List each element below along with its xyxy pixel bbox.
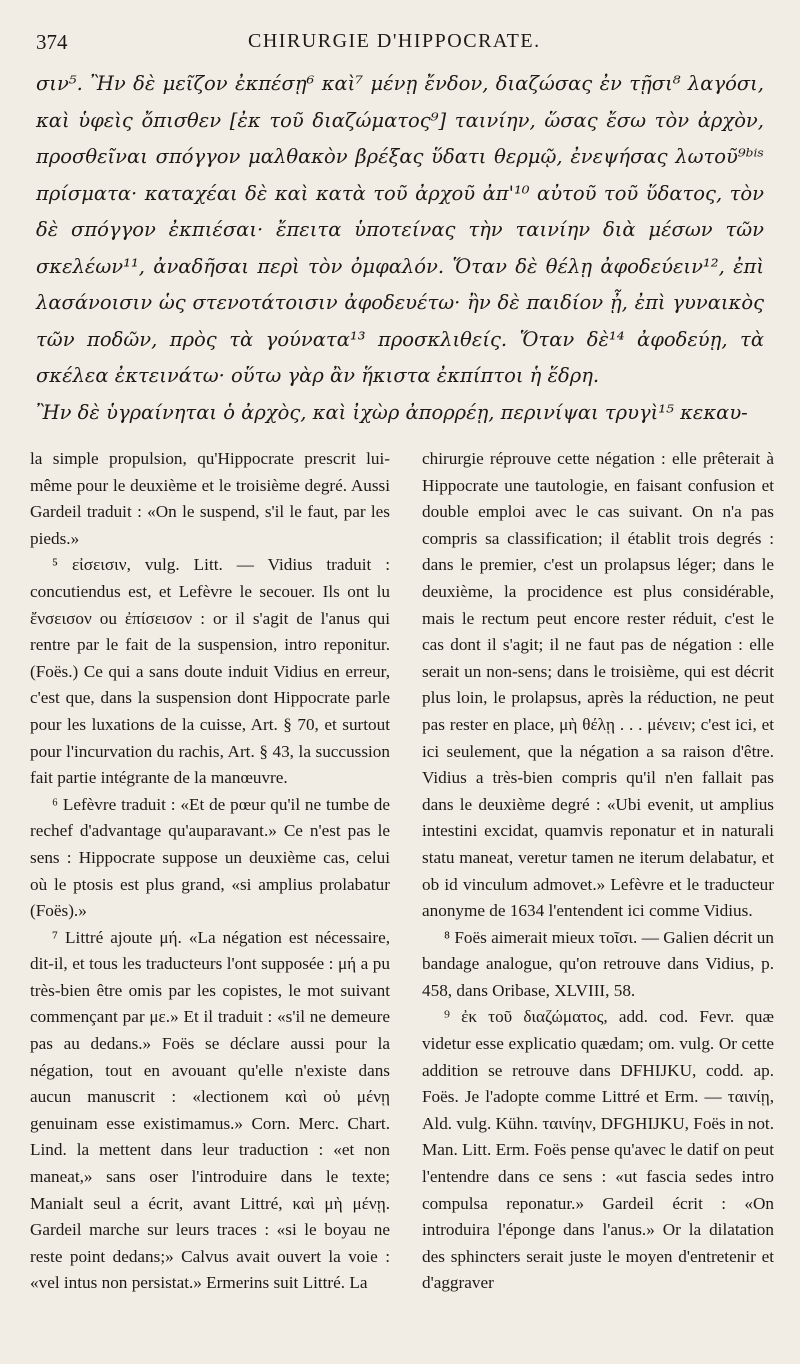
footnotes-right-column [422,446,774,1297]
footnote-paragraph: chirurgie réprouve cette négation : elle prêterait à Hippocrate une tautologie, en faisant confusion et double emploi avec le cas suivant. On n'a pas compris sa classification; il établit trois degrés : dans le premier, c'est un prolapsus léger; dans le deuxième, la procidence est plus considérable, mais le rectum peut encore rester réduit, c'est le cas dont il s'agit; il ne faut pas de négation : elle serait un non-sens; dans le troisième, qui est décrit plus loin, le prolapsus, après la réduction, ne peut pas rester en place, μὴ θέλῃ . . . μένειν; c'est ici, et ici seulement, que la négation a sa raison d'être. Vidius a très-bien compris qu'il n'en fallait pas dans le deuxième degré : «Ubi evenit, ut amplius intestini excidat, quamvis reponatur et in naturali statu maneat, veretur tamen ne iterum delabatur, et ob id vinculum admovet.» Lefèvre et le traducteur anonyme de 1634 l'entendent ici comme Vidius. [422,449,774,921]
page-number: 374 [36,30,68,54]
greek-text-block [36,66,764,431]
footnote-paragraph: ⁹ ἐκ τοῦ διαζώματος, add. cod. Fevr. quæ videtur esse explicatio quædam; om. vulg. Or cette addition se retrouve dans DFHIJKU, codd. ap. Foës. Je l'adopte comme Littré et Erm. — ταινίῃ, Ald. vulg. Kühn. ταινίην, DFGHIJKU, Foës in not. Man. Litt. Erm. Foës pense qu'avec le datif on peut l'entendre dans ce sens : «ut fascia sedes intro compulsa reponatur.» Gardeil écrit : «On introduira l'éponge dans l'anus.» Or la dilatation des sphincters serait juste le moyen d'entretenir et d'aggraver [422,1007,774,1293]
footnote-paragraph: ⁷ Littré ajoute μή. «La négation est nécessaire, dit-il, et tous les traducteurs l'ont supposée : μή a pu très-bien être omis par les copistes, le mot suivant commençant par με.» Et il traduit : «s'il ne demeure pas au dedans.» Foës se déclare aussi pour la négation, tout en avouant qu'elle n'existe dans aucun manuscrit : «lectionem καὶ οὐ μένῃ genuinam esse existimamus.» Corn. Merc. Chart. Lind. la mettent dans leur traduction : «et non maneat,» sans oser l'introduire dans le texte; Manialt seul a écrit, avant Littré, καὶ μὴ μένῃ. Gardeil marche sur leurs traces : «si le boyau ne reste point dedans;» Calvus avait ouvert la voie : «vel intus non persistat.» Ermerins suit Littré. La [30,927,390,1293]
footnote-paragraph: ⁸ Foës aimerait mieux τοῖσι. — Galien décrit un bandage analogue, qu'on retrouve dans Vidius, p. 458, dans Oribase, XLVIII, 58. [422,927,774,1000]
footnote-paragraph: ⁶ Lefèvre traduit : «Et de pœur qu'il ne tumbe de rechef d'advantage qu'auparavant.» Ce n'est pas le sens : Hippocrate suppose un deuxième cas, celui où le ptosis est plus grand, «si amplius prolabatur (Foës).» [30,794,390,921]
running-head [36,30,756,60]
footnotes-left-column [30,446,390,1297]
footnote-paragraph: la simple propulsion, qu'Hippocrate prescrit lui-même pour le deuxième et le troisième degré. Aussi Gardeil traduit : «On le suspend, s'il le faut, par les pieds.» [30,449,390,548]
greek-paragraph: Ἢν δὲ ὑγραίνηται ὁ ἀρχὸς, καὶ ἰχὼρ ἀπορρέῃ, περινίψαι τρυγὶ¹⁵ κεκαυ- [36,400,748,424]
footnote-paragraph: ⁵ εἰσεισιν, vulg. Litt. — Vidius traduit : concutiendus est, et Lefèvre le secouer. Ils ont lu ἔνσεισον ou ἐπίσεισον : or il s'agit de l'anus qui rentre par le fait de la suspension, intro reponitur. (Foës.) Ce qui a sans doute induit Vidius en erreur, c'est que, dans la suspension dont Hippocrate parle pour les luxations de la cuisse, Art. § 70, et surtout pour l'incurvation du rachis, Art. § 43, la succussion fait partie intégrante de la manœuvre. [30,555,390,788]
running-title: CHIRURGIE D'HIPPOCRATE. [248,30,541,52]
greek-paragraph: σιν⁵. Ἢν δὲ μεῖζον ἐκπέσῃ⁶ καὶ⁷ μένῃ ἔνδον, διαζώσας ἐν τῇσι⁸ λαγόσι, καὶ ὑφεὶς ὄπισθεν [ἐκ τοῦ διαζώματος⁹] ταινίην, ὥσας ἔσω τὸν ἀρχὸν, προσθεῖναι σπόγγον μαλθακὸν βρέξας ὕδατι θερμῷ, ἐνεψήσας λωτοῦ⁹ᵇⁱˢ πρίσματα· καταχέαι δὲ καὶ κατὰ τοῦ ἀρχοῦ ἀπ'¹⁰ αὐτοῦ τοῦ ὕδατος, τὸν δὲ σπόγγον ἐκπιέσαι· ἔπειτα ὑποτείνας τὴν ταινίην διὰ μέσων τῶν σκελέων¹¹, ἀναδῆσαι περὶ τὸν ὀμφαλόν. Ὅταν δὲ θέλῃ ἀφοδεύειν¹², ἐπὶ λασάνοισιν ὡς στενοτάτοισιν ἀφοδευέτω· ἢν δὲ παιδίον ᾖ, ἐπὶ γυναικὸς τῶν ποδῶν, πρὸς τὰ γούνατα¹³ προσκλιθείς. Ὅταν δὲ¹⁴ ἀφοδεύῃ, τὰ σκέλεα ἐκτεινάτω· οὕτω γὰρ ἂν ἥκιστα ἐκπίπτοι ἡ ἕδρη. [36,72,764,387]
